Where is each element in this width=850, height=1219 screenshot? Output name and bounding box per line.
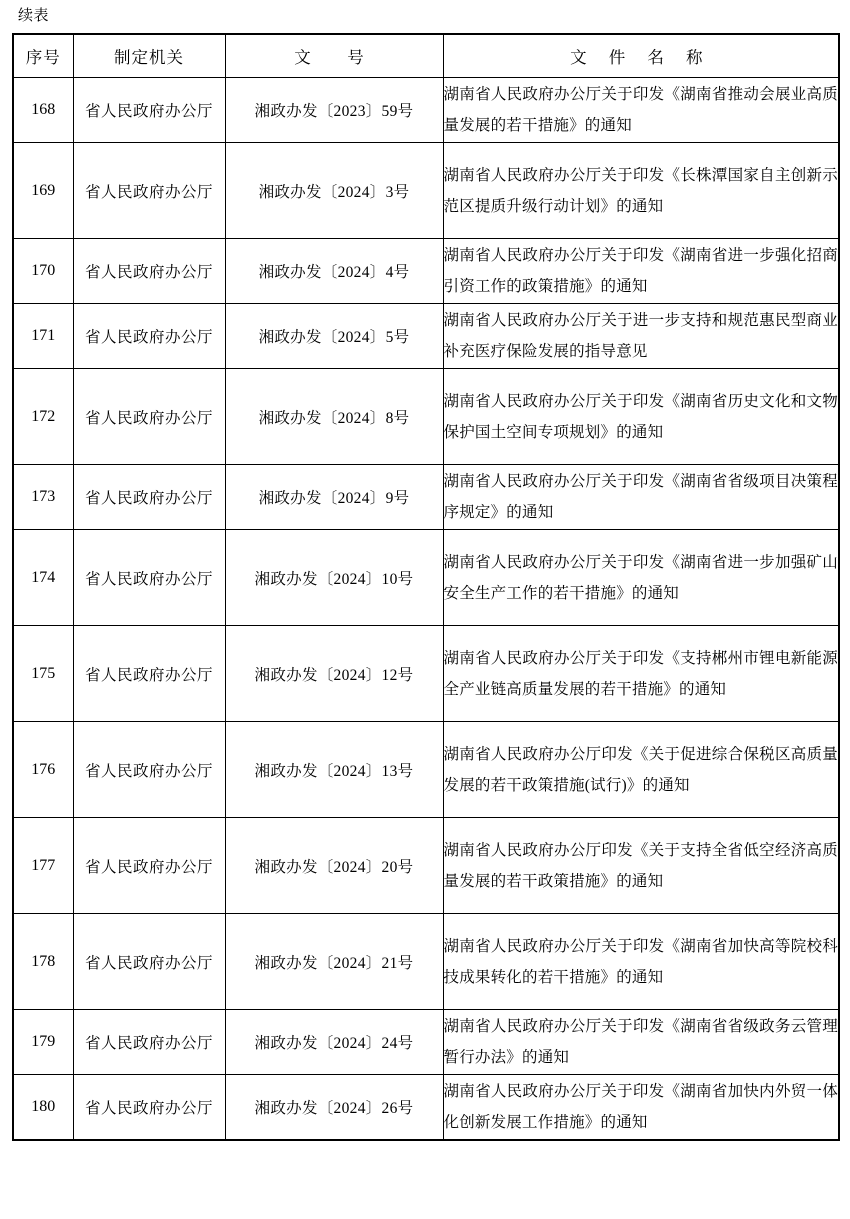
cell-document-title: 湖南省人民政府办公厅关于印发《湖南省进一步加强矿山安全生产工作的若干措施》的通知 xyxy=(443,530,839,626)
cell-serial-number: 175 xyxy=(13,626,73,722)
table-row xyxy=(13,239,839,304)
cell-serial-number: 173 xyxy=(13,465,73,530)
cell-document-number: 湘政办发〔2024〕9号 xyxy=(225,465,443,530)
cell-document-number: 湘政办发〔2024〕8号 xyxy=(225,369,443,465)
cell-document-title: 湖南省人民政府办公厅关于进一步支持和规范惠民型商业补充医疗保险发展的指导意见 xyxy=(443,304,839,369)
cell-document-title: 湖南省人民政府办公厅关于印发《湖南省省级项目决策程序规定》的通知 xyxy=(443,465,839,530)
table-row xyxy=(13,914,839,1010)
table-header xyxy=(13,34,839,78)
cell-serial-number: 176 xyxy=(13,722,73,818)
cell-document-title: 湖南省人民政府办公厅印发《关于促进综合保税区高质量发展的若干政策措施(试行)》的通知 xyxy=(443,722,839,818)
cell-serial-number: 178 xyxy=(13,914,73,1010)
cell-document-title: 湖南省人民政府办公厅关于印发《湖南省进一步强化招商引资工作的政策措施》的通知 xyxy=(443,239,839,304)
cell-issuing-authority: 省人民政府办公厅 xyxy=(73,369,225,465)
cell-document-number: 湘政办发〔2024〕10号 xyxy=(225,530,443,626)
cell-document-number: 湘政办发〔2024〕20号 xyxy=(225,818,443,914)
table-row xyxy=(13,143,839,239)
continued-table-label: 续表 xyxy=(18,8,50,24)
cell-document-number: 湘政办发〔2024〕13号 xyxy=(225,722,443,818)
cell-serial-number: 171 xyxy=(13,304,73,369)
cell-document-number: 湘政办发〔2024〕24号 xyxy=(225,1010,443,1075)
cell-issuing-authority: 省人民政府办公厅 xyxy=(73,143,225,239)
cell-serial-number: 169 xyxy=(13,143,73,239)
table-row xyxy=(13,818,839,914)
cell-document-number: 湘政办发〔2024〕5号 xyxy=(225,304,443,369)
table-row xyxy=(13,626,839,722)
cell-document-title: 湖南省人民政府办公厅关于印发《支持郴州市锂电新能源全产业链高质量发展的若干措施》的通知 xyxy=(443,626,839,722)
column-header-document-title: 文 件 名 称 xyxy=(443,34,839,78)
cell-serial-number: 170 xyxy=(13,239,73,304)
policy-document-table xyxy=(12,33,840,1141)
cell-document-number: 湘政办发〔2024〕21号 xyxy=(225,914,443,1010)
cell-serial-number: 179 xyxy=(13,1010,73,1075)
table-header-row xyxy=(13,34,839,78)
cell-serial-number: 172 xyxy=(13,369,73,465)
cell-issuing-authority: 省人民政府办公厅 xyxy=(73,304,225,369)
table-row xyxy=(13,78,839,143)
cell-document-number: 湘政办发〔2024〕12号 xyxy=(225,626,443,722)
cell-serial-number: 180 xyxy=(13,1075,73,1141)
cell-issuing-authority: 省人民政府办公厅 xyxy=(73,1075,225,1141)
cell-serial-number: 177 xyxy=(13,818,73,914)
cell-document-title: 湖南省人民政府办公厅印发《关于支持全省低空经济高质量发展的若干政策措施》的通知 xyxy=(443,818,839,914)
cell-issuing-authority: 省人民政府办公厅 xyxy=(73,1010,225,1075)
table-body xyxy=(13,78,839,1141)
cell-issuing-authority: 省人民政府办公厅 xyxy=(73,465,225,530)
cell-document-title: 湖南省人民政府办公厅关于印发《湖南省省级政务云管理暂行办法》的通知 xyxy=(443,1010,839,1075)
table-row xyxy=(13,1010,839,1075)
table-row xyxy=(13,722,839,818)
cell-document-title: 湖南省人民政府办公厅关于印发《长株潭国家自主创新示范区提质升级行动计划》的通知 xyxy=(443,143,839,239)
table-row xyxy=(13,465,839,530)
table-row xyxy=(13,530,839,626)
cell-document-number: 湘政办发〔2024〕26号 xyxy=(225,1075,443,1141)
column-header-issuing-authority: 制定机关 xyxy=(73,34,225,78)
cell-issuing-authority: 省人民政府办公厅 xyxy=(73,722,225,818)
cell-issuing-authority: 省人民政府办公厅 xyxy=(73,530,225,626)
cell-issuing-authority: 省人民政府办公厅 xyxy=(73,626,225,722)
column-header-document-number: 文 号 xyxy=(225,34,443,78)
cell-issuing-authority: 省人民政府办公厅 xyxy=(73,818,225,914)
table-row xyxy=(13,304,839,369)
table-row xyxy=(13,369,839,465)
cell-document-title: 湖南省人民政府办公厅关于印发《湖南省加快高等院校科技成果转化的若干措施》的通知 xyxy=(443,914,839,1010)
cell-document-title: 湖南省人民政府办公厅关于印发《湖南省历史文化和文物保护国土空间专项规划》的通知 xyxy=(443,369,839,465)
cell-document-title: 湖南省人民政府办公厅关于印发《湖南省加快内外贸一体化创新发展工作措施》的通知 xyxy=(443,1075,839,1141)
cell-document-number: 湘政办发〔2024〕4号 xyxy=(225,239,443,304)
cell-serial-number: 174 xyxy=(13,530,73,626)
cell-issuing-authority: 省人民政府办公厅 xyxy=(73,78,225,143)
cell-document-title: 湖南省人民政府办公厅关于印发《湖南省推动会展业高质量发展的若干措施》的通知 xyxy=(443,78,839,143)
column-header-serial-number: 序号 xyxy=(13,34,73,78)
table-row xyxy=(13,1075,839,1141)
cell-document-number: 湘政办发〔2023〕59号 xyxy=(225,78,443,143)
cell-issuing-authority: 省人民政府办公厅 xyxy=(73,239,225,304)
cell-issuing-authority: 省人民政府办公厅 xyxy=(73,914,225,1010)
cell-document-number: 湘政办发〔2024〕3号 xyxy=(225,143,443,239)
cell-serial-number: 168 xyxy=(13,78,73,143)
